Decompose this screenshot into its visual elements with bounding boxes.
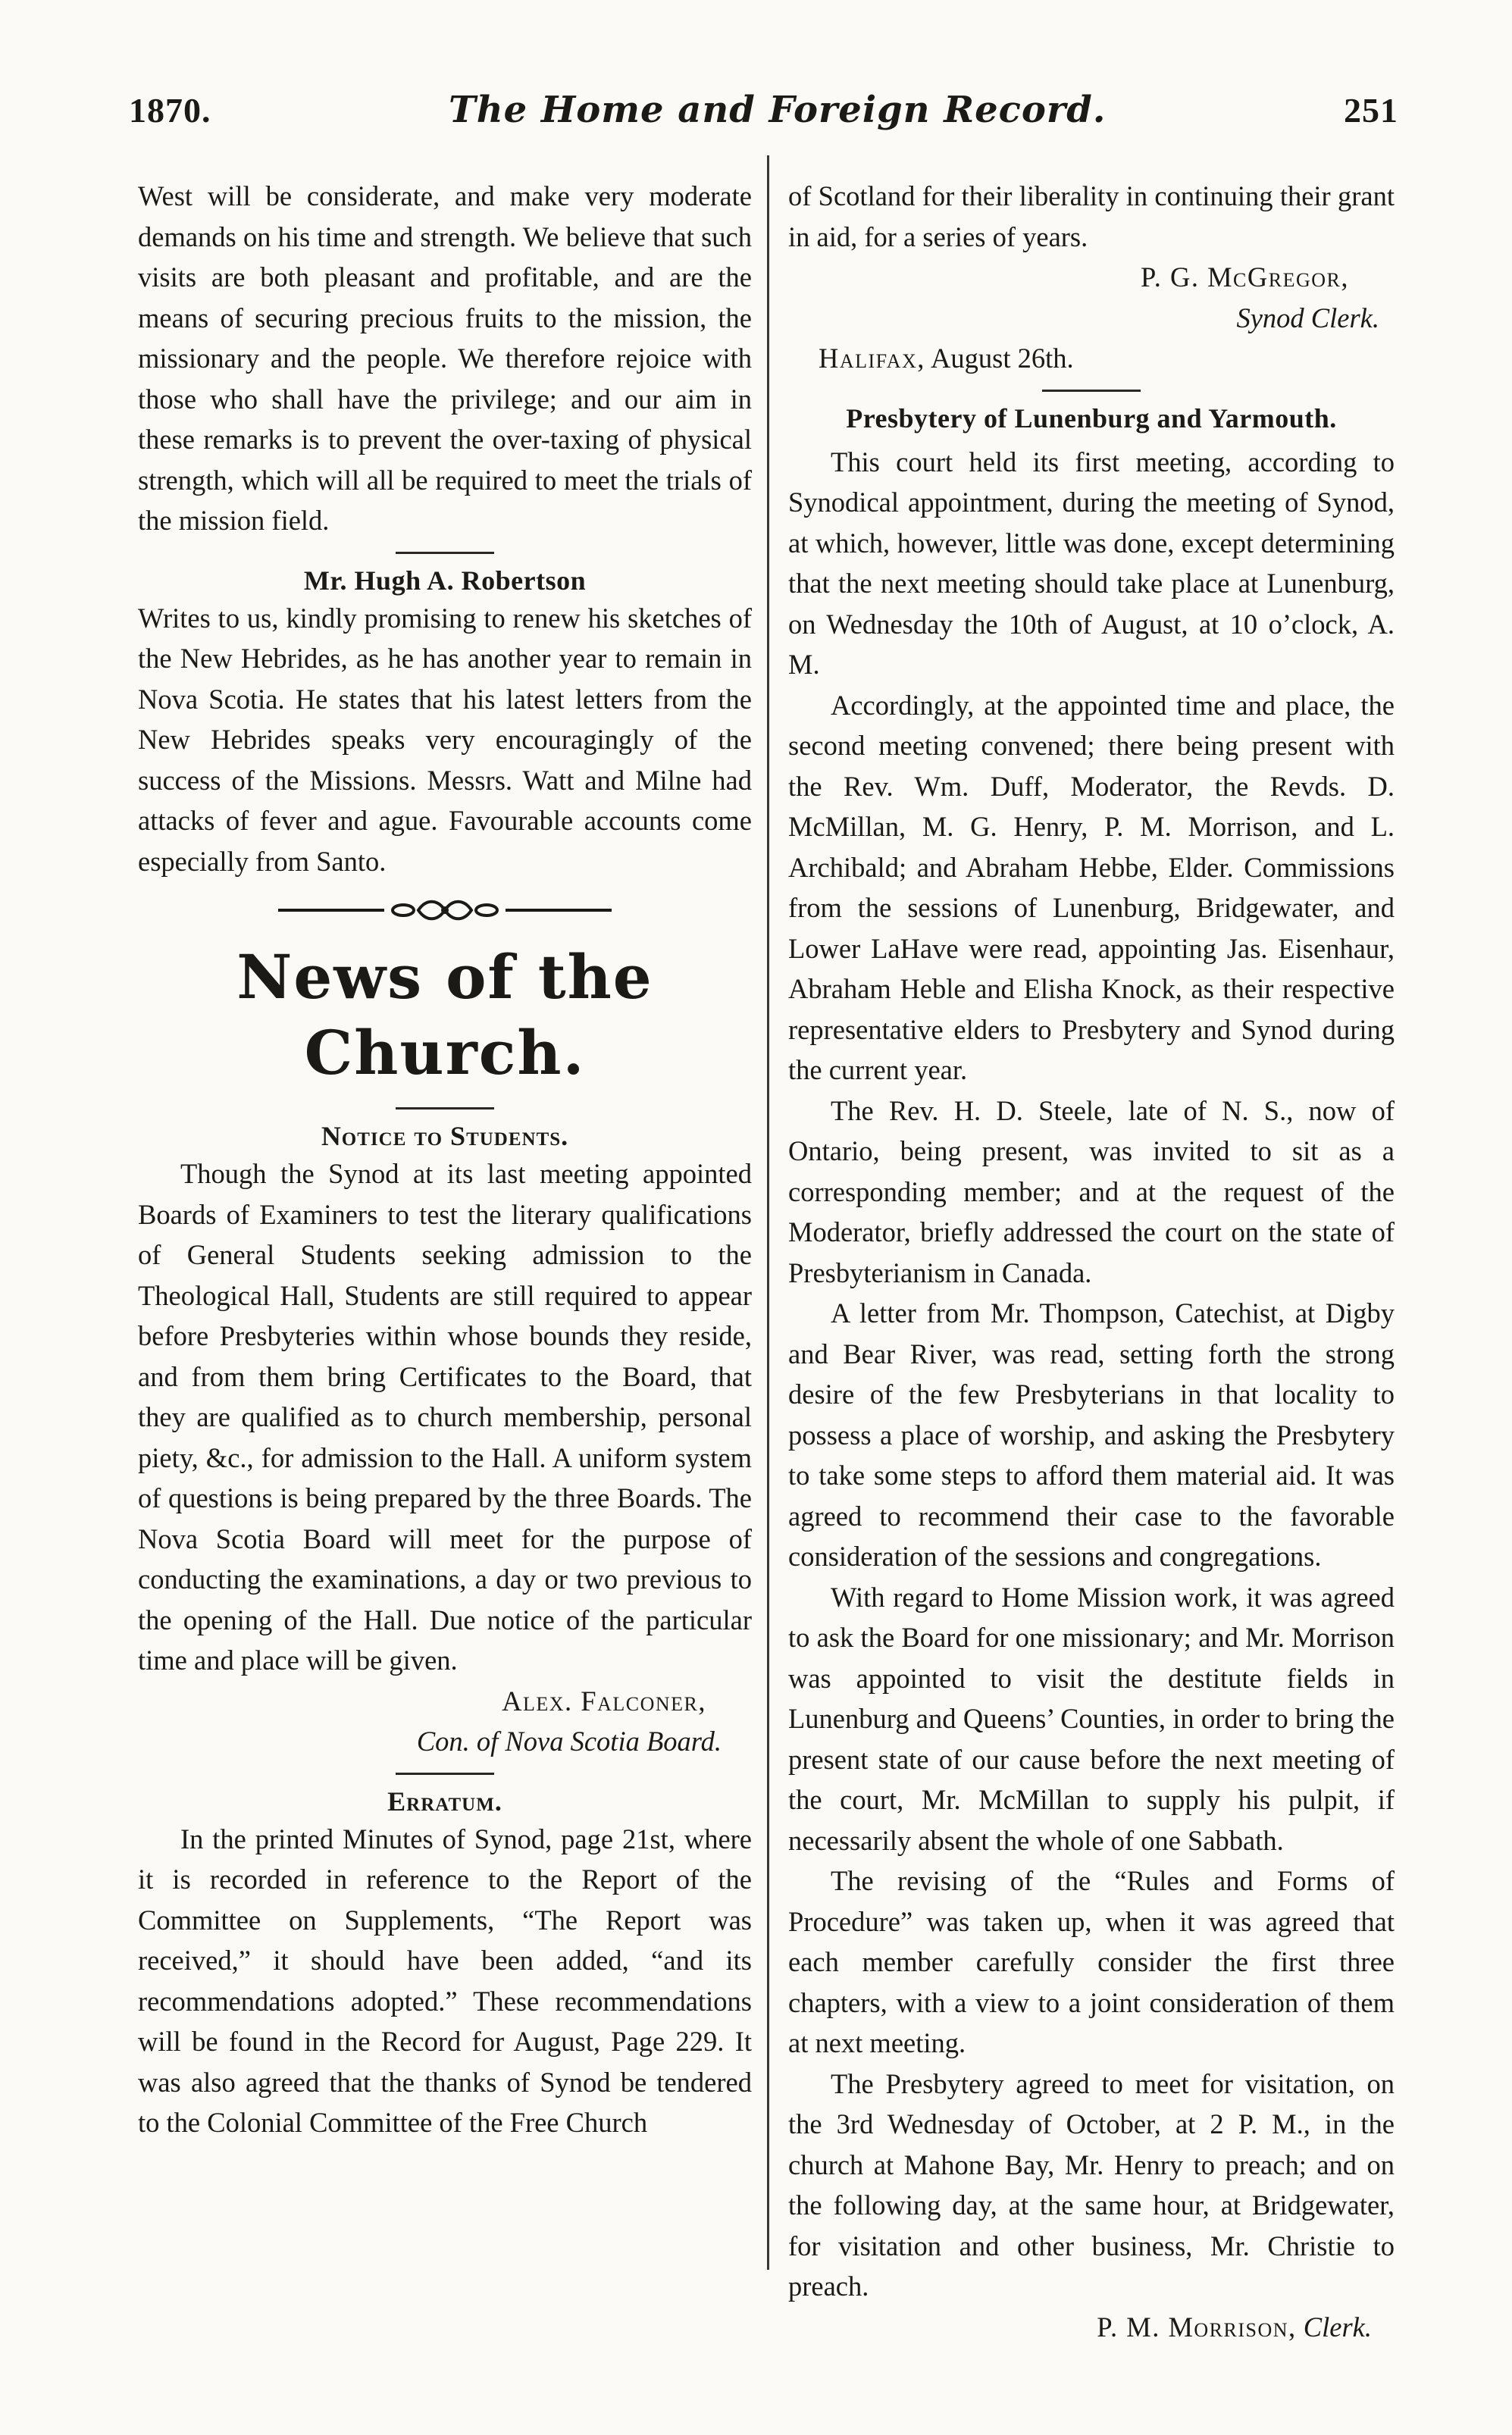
lunenburg-paragraph-1: This court held its first meeting, according to Synodical appointment, during the meeting of Synod, at which, however, little was done, except determining that the next meeting should take place at Lunenburg, on Wednesday the 10th of August, at 10 o’clock, A. M.	[788, 446, 1395, 680]
signature-mcgregor-name: P. G. McGregor,	[1140, 261, 1349, 293]
header-title: The Home and Foreign Record.	[449, 89, 1107, 131]
lunenburg-heading: Presbytery of Lunenburg and Yarmouth.	[846, 402, 1337, 433]
dateline-place: Halifax,	[819, 343, 925, 374]
notice-paragraph: Though the Synod at its last meeting appointed Boards of Examiners to test the literary qualifications of General Students seeking admission to the Theological Hall, Students are still required to appear before Presbyteries within whose bounds they reside, and from them bring Certificates to the Board, that they are qualified as to church membership, personal piety, &c., for admission to the Hall. A uniform system of questions is being prepared by the three Boards. The Nova Scotia Board will meet for the purpose of conducting the examinations, a day or two previous to the opening of the Hall. Due notice of the particular time and place will be given.	[138, 1158, 752, 1676]
page-header	[129, 83, 1398, 136]
lunenburg-paragraph-6: The revising of the “Rules and Forms of Procedure” was taken up, when it was agreed that each member carefully consider the first three chapters, with a view to a joint consideration of them at next meeting.	[788, 1865, 1395, 2058]
article-continuation: West will be considerate, and make very moderate demands on his time and strength. We believe that such visits are both pleasant and profitable, and are the means of securing precious fruits to the mission, the missionary and the people. We therefore rejoice with those who shall have the privilege; and our aim in these remarks is to prevent the over-taxing of physical strength, which will all be required to meet the trials of the mission field.	[138, 180, 752, 536]
lunenburg-paragraph-7: The Presbytery agreed to meet for visitation, on the 3rd Wednesday of October, at 2 P. M., in the church at Mahone Bay, Mr. Henry to preach; and on the following day, at the same hour, at Bridgewater, for visitation and other business, Mr. Christie to preach.	[788, 2067, 1395, 2302]
column-divider	[767, 155, 769, 2270]
signature-mcgregor-title: Synod Clerk.	[1236, 302, 1379, 333]
signature-morrison-title: Clerk.	[1303, 2311, 1372, 2343]
notice-signature-name: Alex. Falconer,	[502, 1685, 706, 1717]
notice-signature-title: Con. of Nova Scotia Board.	[416, 1726, 722, 1757]
erratum-continuation: of Scotland for their liberality in continuing their grant in aid, for a series of years.	[788, 180, 1395, 252]
lunenburg-paragraph-2: Accordingly, at the appointed time and place, the second meeting convened; there being present with the Rev. Wm. Duff, Moderator, the Revds. D. McMillan, M. G. Henry, P. M. Morrison, and L. Archibald; and Abraham Hebbe, Elder. Commissions from the sessions of Lunenburg, Bridgewater, and Lower LaHave were read, appointing Jas. Eisenhaur, Abraham Heble and Elisha Knock, as their respective representative elders to Presbytery and Synod during the current year.	[788, 689, 1395, 1085]
ornament-divider	[271, 895, 619, 925]
lunenburg-paragraph-4: A letter from Mr. Thompson, Catechist, at Digby and Bear River, was read, setting forth the strong desire of the few Presbyterians in that locality to possess a place of worship, and asking the Presbytery to take some steps to afford them material aid. It was agreed to recommend their case to the favorable consideration of the sessions and congregations.	[788, 1297, 1395, 1572]
lunenburg-paragraph-5: With regard to Home Mission work, it was agreed to ask the Board for one missionary; and Mr. Morrison was appointed to visit the destitute fields in Lunenburg and Queens’ Counties, in order to bring the present state of our cause before the next meeting of the court, Mr. McMillan to supply his pulpit, if necessarily absent the whole of one Sabbath.	[788, 1581, 1395, 1856]
robertson-paragraph: Writes to us, kindly promising to renew his sketches of the New Hebrides, as he has another year to remain in Nova Scotia. He states that his latest letters from the New Hebrides speaks very encouragingly of the success of the Missions. Messrs. Watt and Milne had attacks of fever and ague. Favourable accounts come especially from Santo.	[138, 602, 752, 877]
section-rule	[396, 1773, 494, 1775]
erratum-paragraph: In the printed Minutes of Synod, page 21st, where it is recorded in reference to the Report of the Committee on Supplements, “The Report was received,” it should have been added, “and its recommendations adopted.” These recommendations will be found in the Record for August, Page 229. It was also agreed that the thanks of Synod be tendered to the Colonial Committee of the Free Church	[138, 1823, 752, 2138]
section-title: News of the Church.	[236, 941, 653, 1088]
robertson-heading: Mr. Hugh A. Robertson	[303, 565, 587, 596]
lunenburg-paragraph-3: The Rev. H. D. Steele, late of N. S., now of Ontario, being present, was invited to sit as a corresponding member; and at the request of the Moderator, briefly addressed the court on the state of Presbyterianism in Canada.	[788, 1094, 1395, 1288]
erratum-heading: Erratum.	[387, 1786, 502, 1817]
signature-morrison	[788, 2307, 1395, 2348]
section-rule	[396, 1107, 494, 1110]
signature-morrison-name: P. M. Morrison,	[1097, 2311, 1297, 2343]
section-rule	[1042, 390, 1141, 392]
section-rule	[396, 552, 494, 554]
dateline-date: August 26th.	[931, 343, 1074, 374]
header-page-number: 251	[1343, 90, 1398, 130]
dateline	[788, 338, 1395, 379]
left-column	[138, 176, 752, 2143]
right-column	[788, 176, 1395, 2347]
header-year: 1870.	[129, 90, 211, 130]
notice-heading: Notice to Students.	[321, 1121, 569, 1151]
